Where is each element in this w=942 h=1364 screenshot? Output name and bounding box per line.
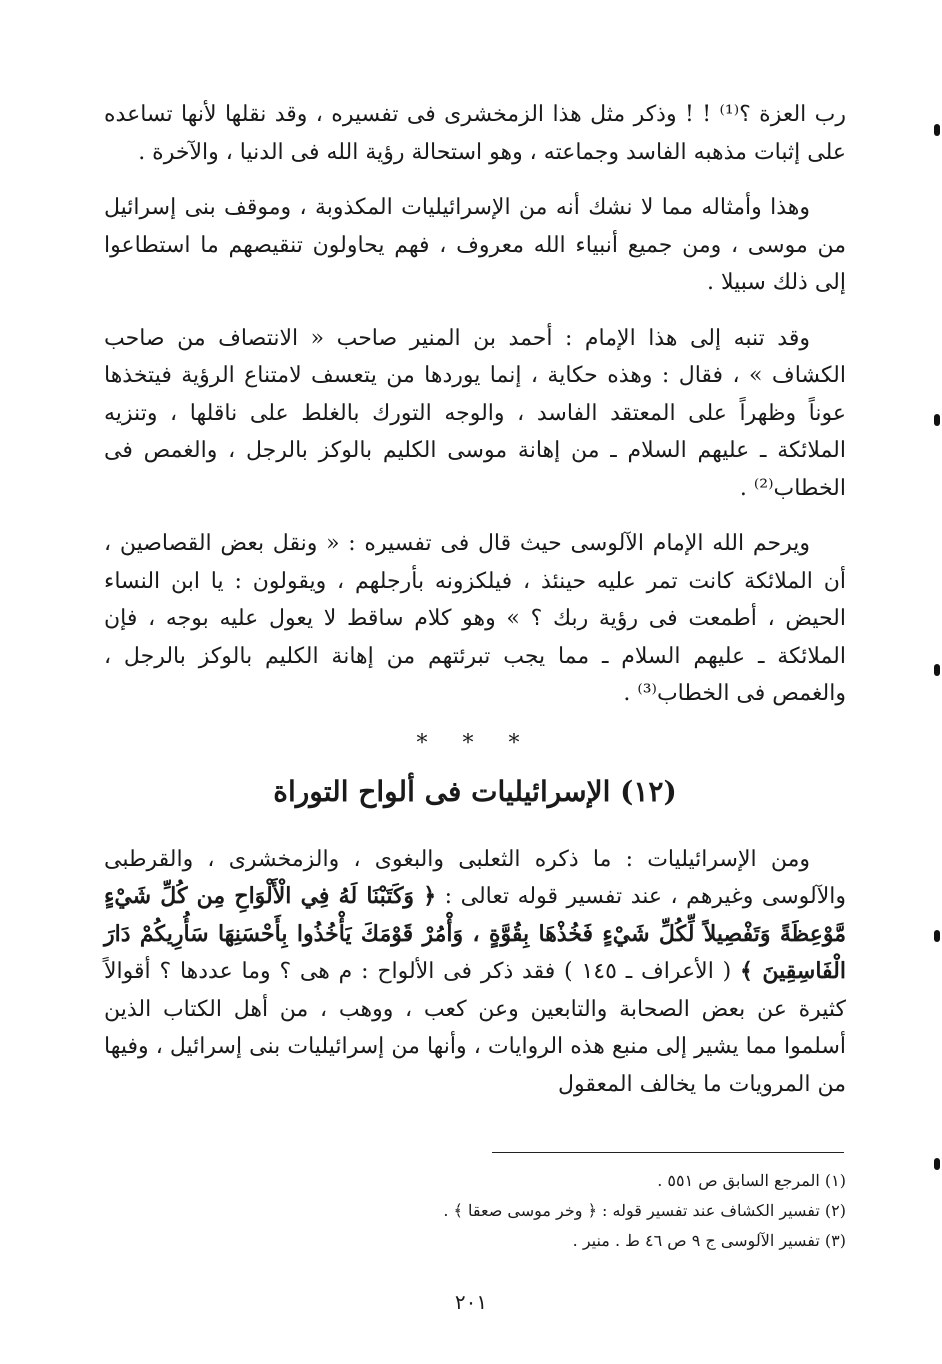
page-number: ٢٠١ [454,1290,488,1314]
binding-hole-mark [934,930,940,942]
quran-verse: ﴿ وَكَتَبْنَا لَهُ فِي الْأَلْوَاحِ مِن كُلِّ شَيْءٍ مَّوْعِظَةً وَتَفْصِيلاً لِّكُلِّ شَيْءٍ فَخُذْهَا بِقُوَّةٍ ، وَأْمُرْ قَوْمَكَ يَأْخُذُوا بِأَحْسَنِهَا سَأُرِيكُمْ دَارَ الْفَاسِقِينَ ﴾ [104,883,846,984]
paragraph-3: وقد تنبه إلى هذا الإمام : أحمد بن المنير صاحب « الانتصاف من صاحب الكشاف » ، فقال : وهذه حكاية ، إنما يوردها من يتعسف لامتناع الرؤية فيتخذها عوناً وظهراً على المعتقد الفاسد ، والوجه التورك بالغلط على ناقلها ، وتنزيه الملائكة ـ عليهم السلام ـ من إهانة موسى الكليم بالوكز بالرجل ، والغمص فى الخطاب⁽²⁾ . [104,325,846,501]
section-heading: (١٢) الإسرائيليات فى ألواح التوراة [273,774,677,808]
binding-hole-mark [934,1158,940,1170]
paragraph-4: ويرحم الله الإمام الآلوسى حيث قال فى تفسيره : « ونقل بعض القصاصين ، أن الملائكة كانت تمر عليه حينئذ ، فيلكزونه بأرجلهم ، ويقولون : يا ابن النساء الحيض ، أطمعت فى رؤية ربك ؟ » وهو كلام ساقط لا يعول عليه بوجه ، فإن الملائكة ـ عليهم السلام ـ مما يجب تبرئتهم من إهانة الكليم بالوكز بالرجل ، والغمص فى الخطاب⁽³⁾ . [104,531,846,706]
footnote-separator [492,1152,844,1153]
paragraph-1: رب العزة ؟⁽¹⁾ ! ! وذكر مثل هذا الزمخشرى فى تفسيره ، وقد نقلها لأنها تساعده على إثبات مذهبه الفاسد وجماعته ، وهو استحالة رؤية الله فى الدنيا ، والآخرة . [104,102,846,165]
section-divider: * * * [416,730,534,756]
binding-hole-mark [934,124,940,136]
page-body [104,96,846,1121]
binding-hole-mark [934,664,940,676]
paragraph-5 [104,841,846,1104]
section-intro: ومن الإسرائيليات : ما ذكره الثعلبى والبغوى ، والزمخشرى ، والقرطبى والآلوسى وغيرهم ، عند تفسير قوله تعالى : [104,846,846,909]
paragraph-2: وهذا وأمثاله مما لا نشك أنه من الإسرائيليات المكذوبة ، وموقف بنى إسرائيل من موسى ، ومن جميع أنبياء الله معروف ، فهم يحاولون تنقيصهم ما استطاعوا إلى ذلك سبيلا . [104,195,846,295]
footnotes [104,1166,846,1256]
footnote-1: (١) المرجع السابق ص ٥٥١ . [657,1171,846,1190]
footnote-3: (٣) تفسير الآلوسى ج ٩ ص ٤٦ ط . منير . [572,1231,846,1250]
binding-hole-mark [934,414,940,426]
footnote-2: (٢) تفسير الكشاف عند تفسير قوله : ﴿ وخر موسى صعقا ﴾ . [443,1201,846,1220]
section-rest: ( الأعراف ـ ١٤٥ ) فقد ذكر فى الألواح : م هى ؟ وما عددها ؟ أقوالاً كثيرة عن بعض الصحابة والتابعين وعن كعب ، ووهب ، من أهل الكتاب الذين أسلموا مما يشير إلى منبع هذه الروايات ، وأنها من إسرائيليات بنى إسرائيل ، وفيها من المرويات ما يخالف المعقول [104,959,846,1097]
